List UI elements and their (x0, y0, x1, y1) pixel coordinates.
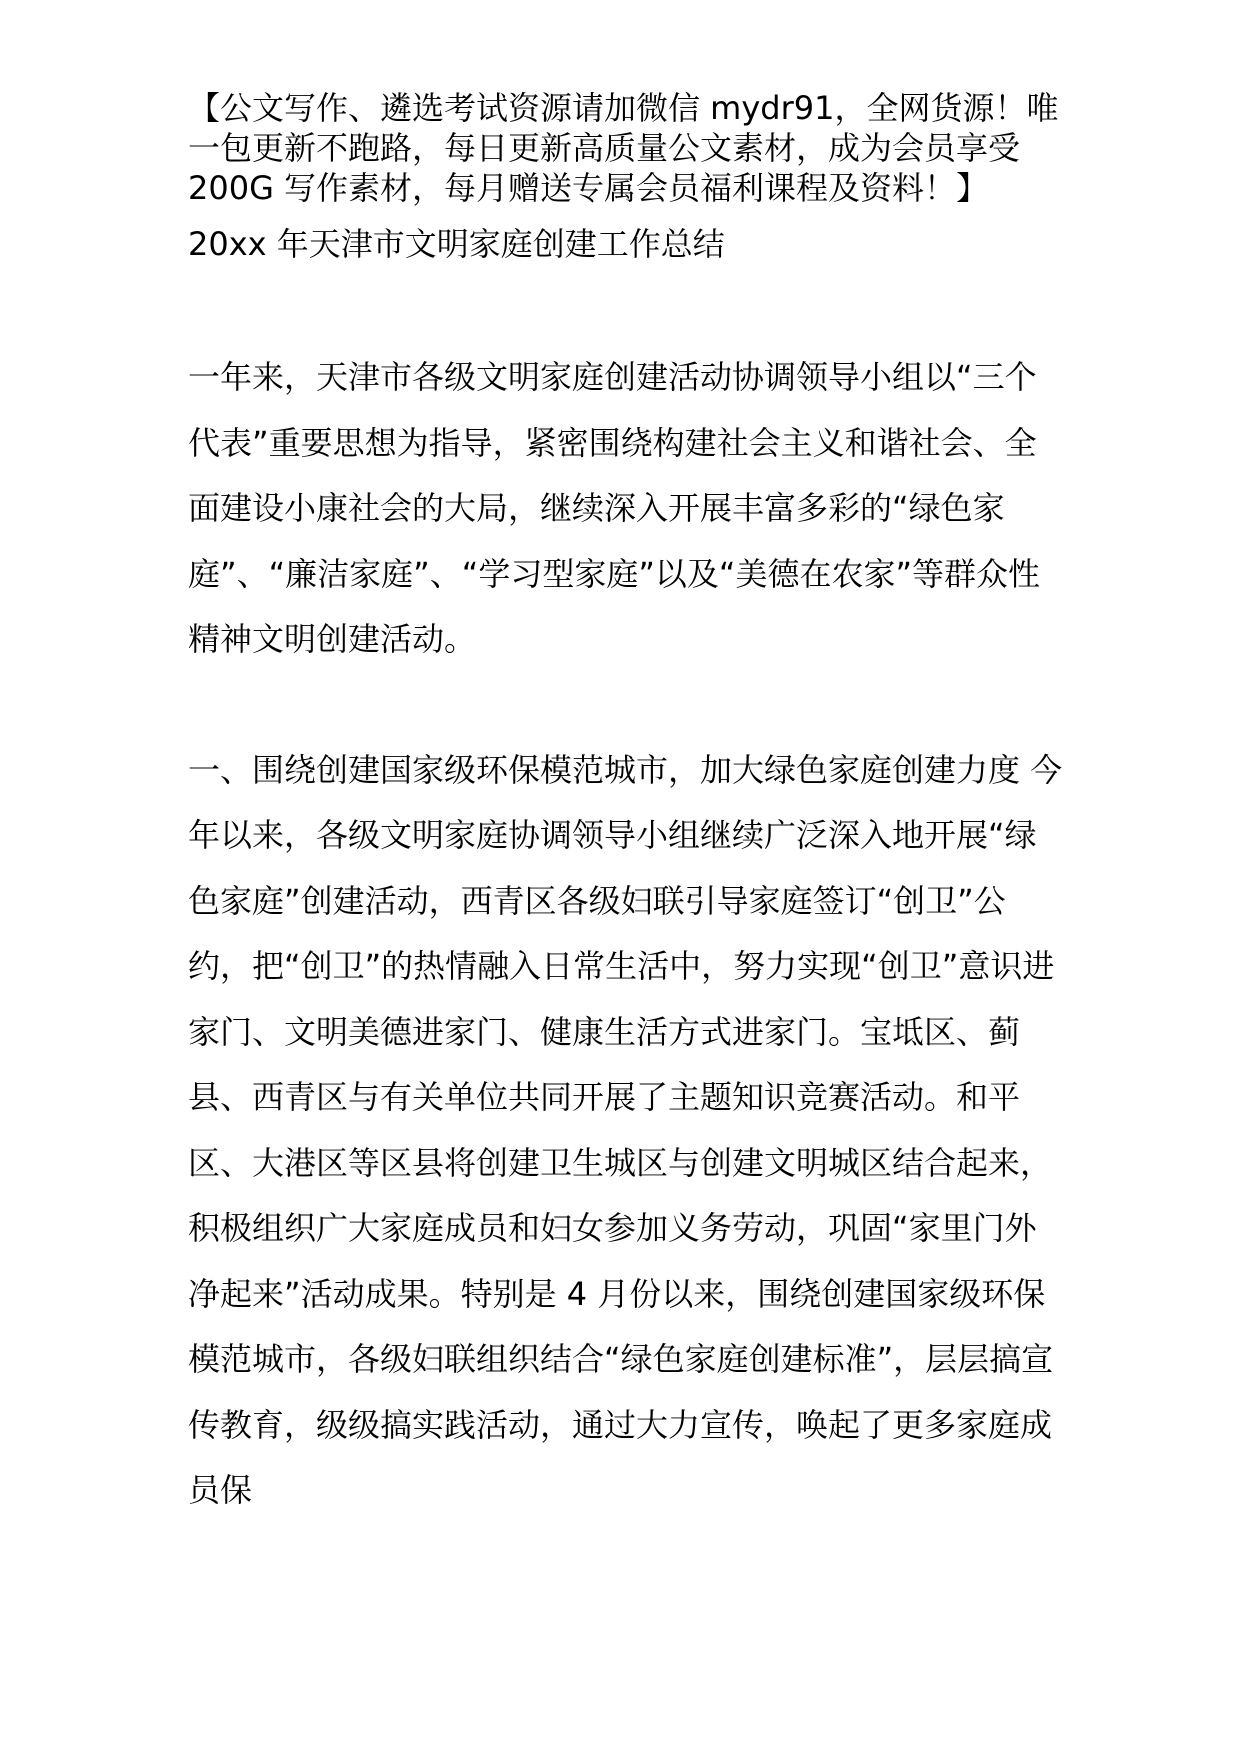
paragraph-intro: 一年来，天津市各级文明家庭创建活动协调领导小组以“三个代表”重要思想为指导，紧密围绕构建社会主义和谐社会、全面建设小康社会的大局，继续深入开展丰富多彩的“绿色家庭”、“廉洁家庭”、“学习型家庭”以及“美德在农家”等群众性精神文明创建活动。 (188, 358, 1041, 658)
promo-notice: 【公文写作、遴选考试资源请加微信 mydr91，全网货源！唯一包更新不跑路，每日更新高质量公文素材，成为会员享受 200G 写作素材，每月赠送专属会员福利课程及资料！】 (188, 89, 1059, 207)
paragraph-section-1: 一、围绕创建国家级环保模范城市，加大绿色家庭创建力度 今年以来，各级文明家庭协调领导小组继续广泛深入地开展“绿色家庭”创建活动，西青区各级妇联引导家庭签订“创卫”公约，把“创卫”的热情融入日常生活中，努力实现“创卫”意识进家门、文明美德进家门、健康生活方式进家门。宝坻区、蓟县、西青区与有关单位共同开展了主题知识竞赛活动。和平区、大港区等区县将创建卫生城区与创建文明城区结合起来，积极组织广大家庭成员和妇女参加义务劳动，巩固“家里门外净起来”活动成果。特别是 4 月份以来，围绕创建国家级环保模范城市，各级妇联组织结合“绿色家庭创建标准”，层层搞宣传教育，级级搞实践活动，通过大力宣传，唤起了更多家庭成员保 (188, 750, 1063, 1509)
document-title: 20xx 年天津市文明家庭创建工作总结 (188, 225, 725, 263)
document-page (188, 88, 1068, 1524)
